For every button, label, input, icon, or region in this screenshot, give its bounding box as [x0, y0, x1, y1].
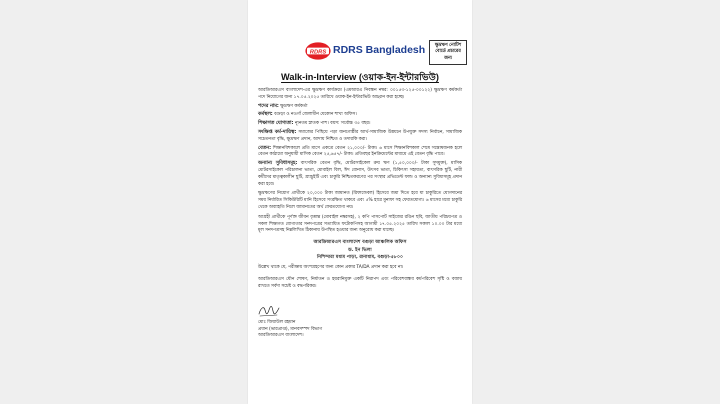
- field-label: কর্মস্থল:: [258, 112, 273, 118]
- document-title: Walk-in-Interview (ওয়াক-ইন-ইন্টারভিউ): [281, 72, 439, 82]
- field-label: সংক্ষিপ্ত কর্ম-দায়িত্ব:: [258, 129, 297, 135]
- field-label: অন্যান্য সুবিধাসমূহ:: [258, 161, 298, 167]
- signatory-organization: আরডিআরএস বাংলাদেশ।: [258, 333, 304, 339]
- field-label: বেতন:: [258, 145, 271, 151]
- field-benefits: [258, 161, 462, 188]
- field-value: বাৎসরিক বেতন বৃদ্ধি, মোটরসাইকেল ক্রয় ঋণ (১,৫০,০০০/- টাকা সুদমুক্ত), মাসিক মোটরসাইকেল পরিচালনা ভাতা, মোবাইল বিল, ঈদ বোনাস, উৎসব ভাতা, চিকিৎসা সহায়তা, বাৎসরিক ছুটি, নারী কর্মীদের মাতৃত্বকালীন ছুটি, গ্র্যাচুইটি এবং চাকুরি নিশ্চিতকরণের পর সংস্থার প্রভিডেন্ট ফান্ড ও অন্যান্য সুবিধাসমূহ প্রদান করা হবে।: [258, 161, 462, 187]
- field-value: সমাজের পিছিয়ে পড়া জনগোষ্ঠীর আর্থ-সামাজিক উন্নয়নে উপযুক্ত সদস্য নির্বাচন, সামাজিক সচেতনতা বৃদ্ধি, ক্ষুদ্রঋণ প্রদান, আদায় নিশ্চিত ও তদারকি করা।: [258, 129, 462, 142]
- signature-mark: [258, 304, 280, 318]
- application-instructions-paragraph: আগ্রহী প্রার্থীকে পূর্ণাঙ্গ জীবন বৃত্তান্ত (মোবাইল নম্বরসহ), ২ কপি পাসপোর্ট সাইজের রঙিন ছবি, জাতীয় পরিচয়পত্র ও সকল শিক্ষাগত যোগ্যতার সনদপত্রের সত্যায়িত ফটোকপিসহ আগামী ১৭.০৫.২০২৫ তারিখ সকাল ১০.০০ টার মধ্যে মূল সনদপত্রসহ নিম্নলিখিত ঠিকানায় উপস্থিত হওয়ার জন্য অনুরোধ করা যাচ্ছে।: [258, 214, 462, 234]
- interview-address: [258, 239, 462, 261]
- address-line: নিশিন্দারা মধ্যম পাড়া, রানাধাম, বগুড়া-৫৮০০: [316, 254, 404, 260]
- document-title-wrap: [248, 71, 472, 83]
- intro-paragraph: আরডিআরএস বাংলাদেশ-এর ক্ষুদ্রঋণ কার্যক্রমে (এমআরএ নিবন্ধন নম্বর: ০০১৫৩-১২৫-০০১২২) ক্ষুদ্রঋণ কর্মকর্তা পদে নিয়োগের জন্য ১৭.০৫.২০২৫ তারিখে ওয়াক-ইন-ইন্টারভিউ আহ্বান করা হচ্ছে।: [258, 88, 462, 100]
- field-label: পদের নাম:: [258, 103, 279, 109]
- field-salary: [258, 146, 462, 160]
- field-value: ন্যূনতম স্নাতক পাশ। বয়স: সর্বোচ্চ ৩৫ বছর।: [293, 121, 371, 127]
- notice-box-line: জন্য: [444, 55, 452, 61]
- safeguarding-statement: আরডিআরএস যৌন শোষণ, নির্যাতন ও হয়রানিমুক্ত একটি নিরাপদ এবং পরিবেশবান্ধব কর্মপরিবেশ সৃষ্টি ও বজায় রাখতে সর্বদা সচেষ্ট ও বদ্ধপরিকর।: [258, 277, 462, 289]
- field-label: শিক্ষাগত যোগ্যতা:: [258, 121, 294, 127]
- field-value: শিক্ষানবিশকালে প্রতি মাসে একত্রে বেতন ২১,০০০/- টাকা। ৬ মাসে শিক্ষানবিশকাল শেষে সন্তোষজনক হলে বেতন কাঠামো অনুযায়ী মাসিক বেতন ২৫,৬৫৭/- টাকা। প্রতিবছর ইনক্রিমেন্টের মাধ্যমে এই বেতন বৃদ্ধি পাবে।: [258, 145, 462, 158]
- field-qualification: [258, 121, 462, 128]
- rdrs-logo: [305, 42, 331, 60]
- logo-lettering: RDRS: [309, 49, 327, 56]
- signatory-block: [258, 320, 462, 340]
- address-line: আরডিআরএস বাংলাদেশ বগুড়া আঞ্চলিক অফিস: [313, 240, 407, 246]
- field-value: ক্ষুদ্রঋণ কর্মকর্তা: [278, 103, 308, 109]
- field-post-name: [258, 104, 462, 111]
- field-value: বগুড়া ও নওগাঁ জেলাধীন যেকোন শাখা অফিস।: [272, 112, 357, 118]
- notice-board-box: [429, 40, 467, 65]
- organization-name: RDRS Bangladesh: [333, 44, 426, 56]
- notice-body: [258, 88, 462, 340]
- ta-da-note: উল্লেখ থাকে যে, পরীক্ষায় অংশগ্রহণের জন্য কোন প্রকার TA/DA প্রদান করা হবে না।: [258, 265, 404, 271]
- signatory-designation: প্রধান (ভারপ্রাপ্ত), মানবসম্পদ বিভাগ: [258, 326, 322, 332]
- signatory-name: মোঃ জিয়াউল রহমান: [258, 319, 296, 325]
- notice-document: [248, 0, 472, 404]
- notice-box-line: ক্ষুদ্রঋণ নোটিশ: [434, 42, 462, 48]
- notice-box-line: বোর্ডে প্রচারের: [435, 49, 461, 55]
- address-line: ড. ইন ভিলা: [348, 247, 372, 253]
- field-workplace: [258, 112, 462, 119]
- field-responsibilities: [258, 130, 462, 144]
- security-deposit-paragraph: ক্ষুদ্রঋণের নিয়োগ প্রার্থীকে ২০,০০০ টাকা জামানত (রিফান্ডেবল) হিসেবে জমা দিতে হবে যা চাকুরিতে যোগদানের সময় নির্ধারিত সিকিউরিটি মানি হিসেবে সংরক্ষিত থাকবে এবং ৫% হারে মুনাফা সহ ফেরতযোগ্য। ৬ মাসের মধ্যে চাকুরি থেকে অব্যাহতি নিলে জামানতের অর্থ ফেরতযোগ্য নয়।: [258, 191, 462, 210]
